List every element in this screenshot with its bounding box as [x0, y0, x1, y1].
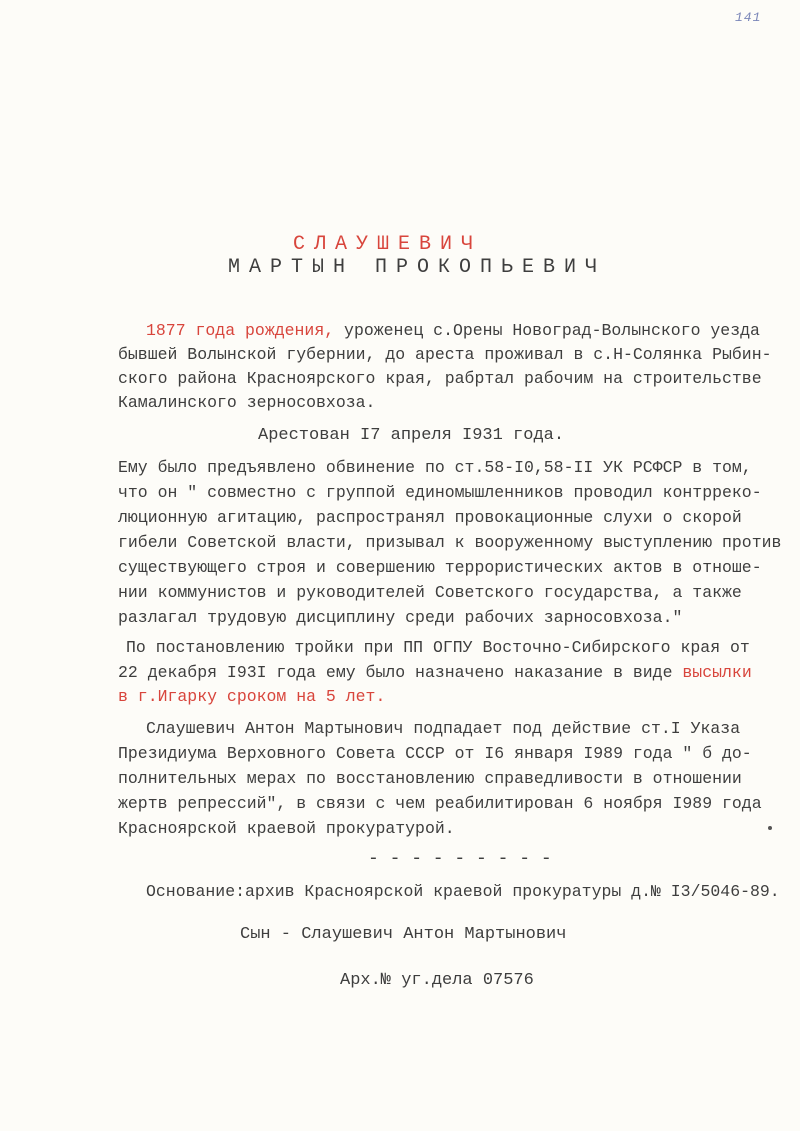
header-given-names: МАРТЫН ПРОКОПЬЕВИЧ — [228, 256, 607, 279]
rehab-line-2: Президиума Верховного Совета СССР от I6 января I989 года " б до- — [118, 744, 752, 763]
header-surname: СЛАУШЕВИЧ — [293, 233, 483, 256]
corner-mark: 141 — [735, 10, 762, 25]
sentence-line-2 — [118, 662, 752, 684]
bio-birthplace: уроженец с.Орены Новоград-Волынского уезда — [344, 321, 760, 340]
charge-line-7: разлагал трудовую дисциплину среди рабочих зарносовхоза." — [118, 608, 683, 627]
rehab-line-4: жертв репрессий", в связи с чем реабилитирован 6 ноября I989 года — [118, 794, 762, 813]
section-divider: - - - - - - - - - — [368, 849, 552, 869]
bio-line-1 — [146, 320, 760, 342]
arrest-line: Арестован I7 апреля I931 года. — [258, 426, 565, 445]
basis-line: Основание:архив Красноярской краевой прокуратуры д.№ I3/5046-89. — [146, 882, 780, 901]
sentence-decision: 22 декабря I93I года ему было назначено наказание в виде — [118, 663, 673, 682]
charge-line-1: Ему было предъявлено обвинение по ст.58-I0,58-II УК РСФСР в том, — [118, 458, 752, 477]
bio-line-3: ского района Красноярского края, рабртал рабочим на строительстве — [118, 369, 762, 388]
charge-line-6: нии коммунистов и руководителей Советского государства, а также — [118, 583, 742, 602]
charge-line-2: что он " совместно с группой единомышленников проводил контрреко- — [118, 483, 762, 502]
rehab-line-1: Слаушевич Антон Мартынович подпадает под действие ст.I Указа — [146, 719, 741, 738]
charge-line-5: существующего строя и совершению террористических актов в отноше- — [118, 558, 762, 577]
bio-line-4: Камалинского зерносовхоза. — [118, 393, 376, 412]
archive-number: Арх.№ уг.дела 07576 — [340, 971, 534, 990]
charge-line-4: гибели Советской власти, призывал к вооруженному выступлению против — [118, 533, 782, 552]
bio-line-2: бывшей Волынской губернии, до ареста проживал в с.Н-Солянка Рыбин- — [118, 345, 772, 364]
son-line: Сын - Слаушевич Антон Мартынович — [240, 925, 567, 944]
sentence-line-3: в г.Игарку сроком на 5 лет. — [118, 687, 386, 706]
margin-dot — [768, 826, 772, 830]
sentence-exile-word: высылки — [682, 663, 752, 682]
bio-birth-year: 1877 года рождения, — [146, 321, 335, 340]
sentence-line-1: По постановлению тройки при ПП ОГПУ Восточно-Сибирского края от — [126, 638, 750, 657]
rehab-line-3: полнительных мерах по восстановлению справедливости в отношении — [118, 769, 742, 788]
charge-line-3: люционную агитацию, распространял провокационные слухи о скорой — [118, 508, 742, 527]
rehab-line-5: Красноярской краевой прокуратурой. — [118, 819, 455, 838]
